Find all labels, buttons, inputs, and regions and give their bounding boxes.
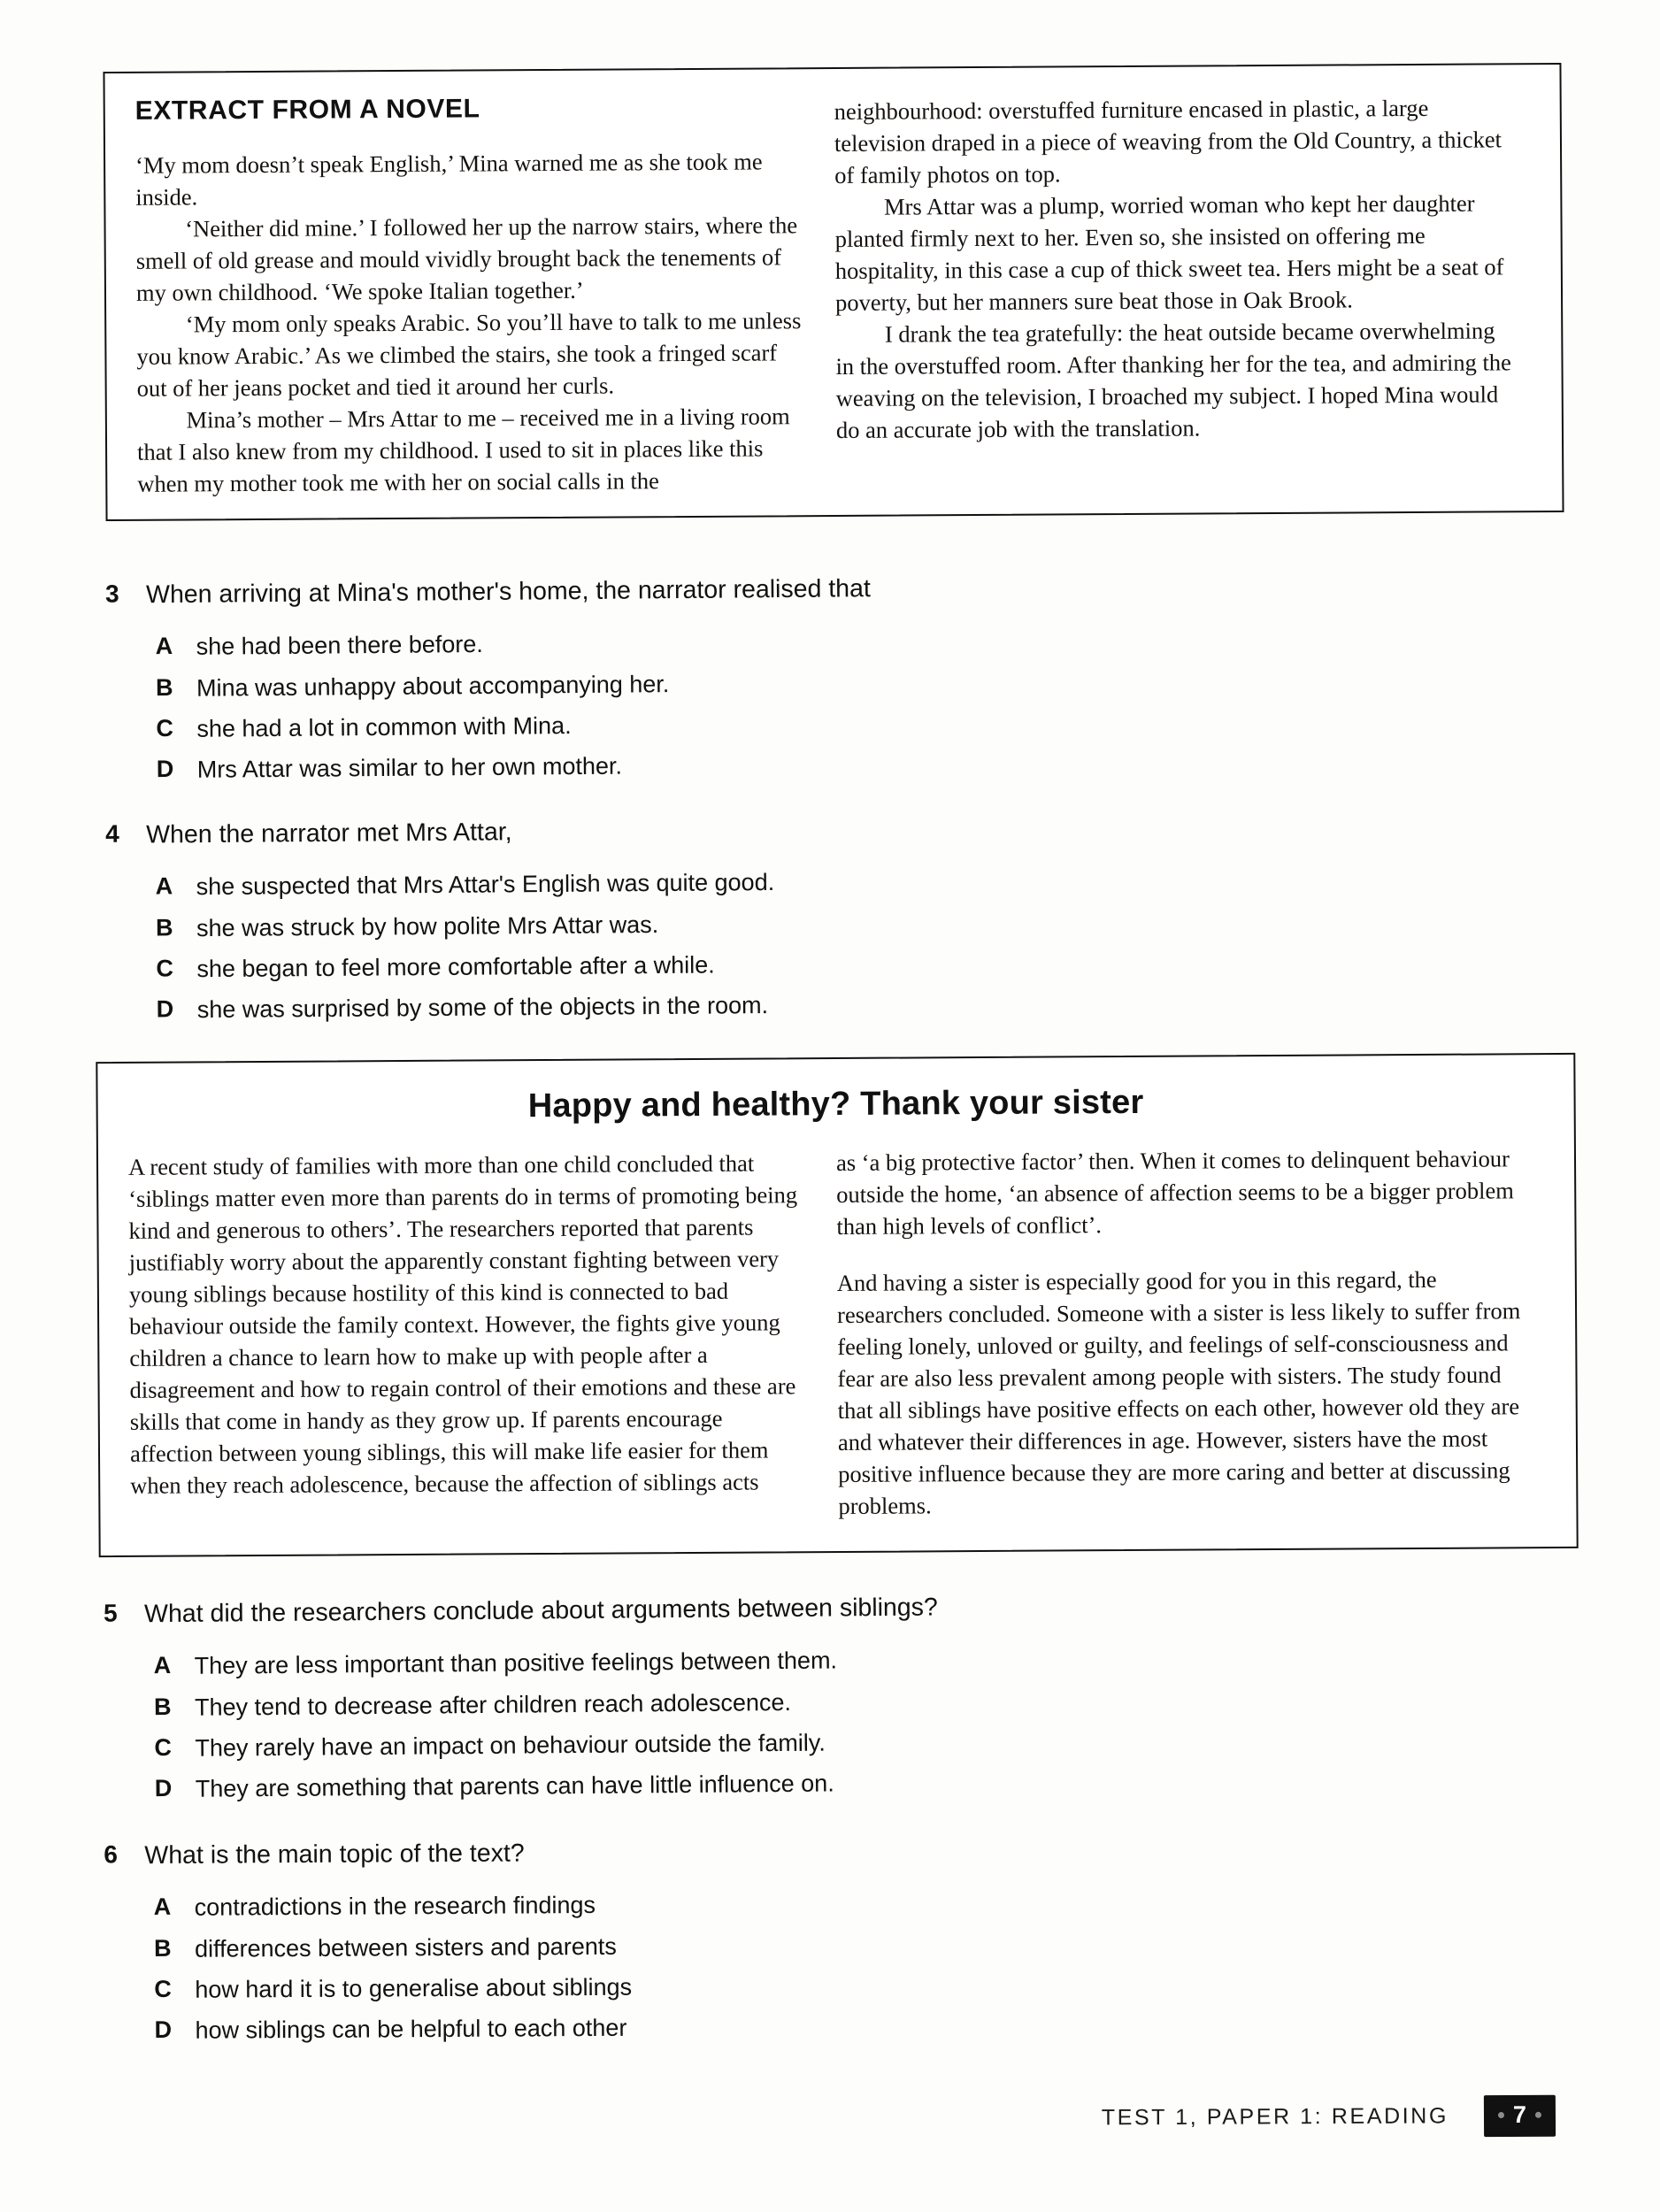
option-text: how hard it is to generalise about siblings	[195, 1973, 633, 2003]
dot-icon	[1535, 2112, 1541, 2118]
option-letter: C	[154, 1975, 172, 2002]
option-a[interactable]	[153, 1638, 1660, 1680]
option-letter: A	[155, 633, 173, 660]
extract-paragraph: I drank the tea gratefully: the heat outside became overwhelming in the overstuffed room. After thanking her for the tea, and admiring the weaving on the television, I broached my subject. I hoped Mina would do an accurate job with the translation.	[835, 317, 1511, 444]
option-b[interactable]	[156, 902, 1660, 943]
option-text: contradictions in the research findings	[194, 1892, 596, 1921]
option-text: she had a lot in common with Mina.	[196, 712, 572, 742]
extract-paragraph: Mrs Attar was a plump, worried woman who kept her daughter planted firmly next to her. Even so, she insisted on offering me hospitality, in this case a cup of thick sweet tea. Hers might be a seat of poverty, but her manners sure beat those in Oak Brook.	[834, 189, 1504, 317]
option-text: Mrs Attar was similar to her own mother.	[196, 752, 623, 784]
article-passage	[96, 1053, 1578, 1557]
option-c[interactable]	[154, 1720, 1660, 1763]
option-d[interactable]	[154, 2007, 1660, 2046]
option-text: They rarely have an impact on behaviour outside the family.	[195, 1729, 826, 1762]
dot-icon	[1498, 2112, 1504, 2118]
option-list	[104, 1884, 1660, 2046]
question-6	[0, 1831, 1660, 2059]
option-letter: C	[156, 714, 174, 742]
question-stem: What is the main topic of the text?	[144, 1839, 525, 1870]
question-stem: What did the researchers conclude about arguments between siblings?	[143, 1593, 938, 1629]
option-list	[104, 1638, 1660, 1804]
option-a[interactable]	[155, 618, 1660, 661]
novel-extract-passage	[103, 63, 1564, 521]
option-text: They are something that parents can have little influence on.	[195, 1770, 834, 1803]
option-text: she was surprised by some of the objects in the room.	[196, 992, 769, 1024]
extract-column-left	[135, 145, 836, 500]
question-stem: When the narrator met Mrs Attar,	[146, 818, 512, 849]
option-letter: B	[155, 913, 173, 941]
option-letter: D	[154, 1775, 173, 1802]
option-text: she was struck by how polite Mrs Attar was.	[196, 910, 659, 941]
article-paragraph: And having a sister is especially good for you in this regard, the researchers concluded. Someone with a sister is less likely to suffer from feeling lonely, unloved or guilty, and feelings of self-consciousness and fear are also less prevalent among people with sisters. The study found that all siblings have positive effects on each other, however old they are and whatever their differences in age. However, sisters have the most positive influence because they are more caring and better at discussing problems.	[836, 1265, 1521, 1520]
article-title: Happy and healthy? Thank your sister	[527, 1083, 1144, 1125]
option-a[interactable]	[154, 1884, 1660, 1923]
option-list	[105, 618, 1660, 785]
option-text: differences between sisters and parents	[194, 1932, 617, 1962]
question-stem: When arriving at Mina's mother's home, the narrator realised that	[145, 574, 871, 610]
option-text: They tend to decrease after children reach adolescence.	[194, 1688, 792, 1721]
option-letter: A	[155, 872, 173, 900]
question-number: 4	[105, 819, 119, 848]
option-letter: B	[153, 1934, 172, 1962]
extract-paragraph: ‘My mom doesn’t speak English,’ Mina warned me as she took me inside.	[135, 148, 763, 211]
question-5	[0, 1585, 1660, 1817]
question-3	[0, 565, 1660, 798]
question-number: 3	[104, 580, 119, 608]
footer-label: TEST 1, PAPER 1: READING	[1101, 2103, 1449, 2131]
page-number: 7	[1512, 2101, 1527, 2128]
extract-paragraph: Mina’s mother – Mrs Attar to me – received me in a living room that I also knew from my childhood. I used to sit in places like this when my mother took me with her on social calls in the	[136, 403, 790, 498]
option-list	[106, 860, 1660, 1025]
option-d[interactable]	[157, 742, 1660, 785]
article-column-left	[128, 1147, 839, 1526]
option-letter: D	[154, 2016, 173, 2044]
option-letter: B	[153, 1693, 172, 1720]
question-4	[0, 807, 1660, 1038]
option-c[interactable]	[156, 942, 1660, 984]
option-text: Mina was unhappy about accompanying her.	[196, 670, 670, 702]
extract-column-right	[834, 91, 1518, 495]
article-column-right	[836, 1142, 1543, 1522]
option-d[interactable]	[155, 1762, 1660, 1804]
option-letter: C	[156, 955, 173, 982]
option-d[interactable]	[157, 984, 1660, 1025]
extract-paragraph: ‘Neither did mine.’ I followed her up the narrow stairs, where the smell of old grease and mould vividly brought back the tenements of my own childhood. ‘We spoke Italian together.’	[135, 211, 798, 306]
option-c[interactable]	[154, 1966, 1660, 2005]
question-number: 6	[104, 1840, 119, 1869]
article-paragraph: as ‘a big protective factor’ then. When it comes to delinquent behaviour outside the home, ‘an absence of affection seems to be a bigger problem than high levels of conflict’.	[835, 1145, 1514, 1240]
option-c[interactable]	[156, 701, 1660, 743]
option-a[interactable]	[156, 860, 1660, 902]
option-b[interactable]	[156, 660, 1660, 703]
option-letter: D	[156, 756, 174, 783]
option-b[interactable]	[154, 1679, 1660, 1722]
option-text: how siblings can be helpful to each other	[195, 2015, 627, 2045]
option-letter: D	[156, 995, 174, 1023]
option-text: They are less important than positive feelings between them.	[194, 1647, 838, 1679]
extract-heading: EXTRACT FROM A NOVEL	[134, 94, 480, 126]
option-text: she had been there before.	[196, 631, 484, 660]
page-number-badge	[1484, 2095, 1556, 2137]
option-letter: A	[153, 1893, 172, 1921]
option-letter: A	[153, 1652, 172, 1679]
extract-paragraph: ‘My mom only speaks Arabic. So you’ll have to talk to me unless you know Arabic.’ As we climbed the stairs, she took a fringed scarf out of her jeans pocket and tied it around her curls.	[136, 307, 802, 403]
option-letter: C	[154, 1733, 173, 1762]
option-text: she suspected that Mrs Attar's English was quite good.	[196, 869, 775, 901]
question-number: 5	[103, 1599, 118, 1627]
article-paragraph: A recent study of families with more than one child concluded that ‘siblings matter even more than parents do in terms of promoting being kind and generous to others’. The researchers reported that parents justifiably worry about the apparently constant fighting between very young siblings because hostility of this kind is connected to bad behaviour outside the family context. However, the fights give young children a chance to learn how to make up with people after a disagreement and how to regain control of their emotions and these are skills that come in handy as they grow up. If parents encourage affection between young siblings, this will make life easier for them when they reach adolescence, because the affection of siblings acts	[127, 1149, 798, 1500]
option-text: she began to feel more comfortable after a while.	[196, 951, 715, 983]
extract-paragraph: neighbourhood: overstuffed furniture encased in plastic, a large television draped in a piece of weaving from the Old Country, a thicket of family photos on top.	[834, 94, 1502, 189]
option-b[interactable]	[154, 1924, 1660, 1963]
option-letter: B	[155, 673, 173, 701]
page-footer	[0, 2094, 1660, 2145]
